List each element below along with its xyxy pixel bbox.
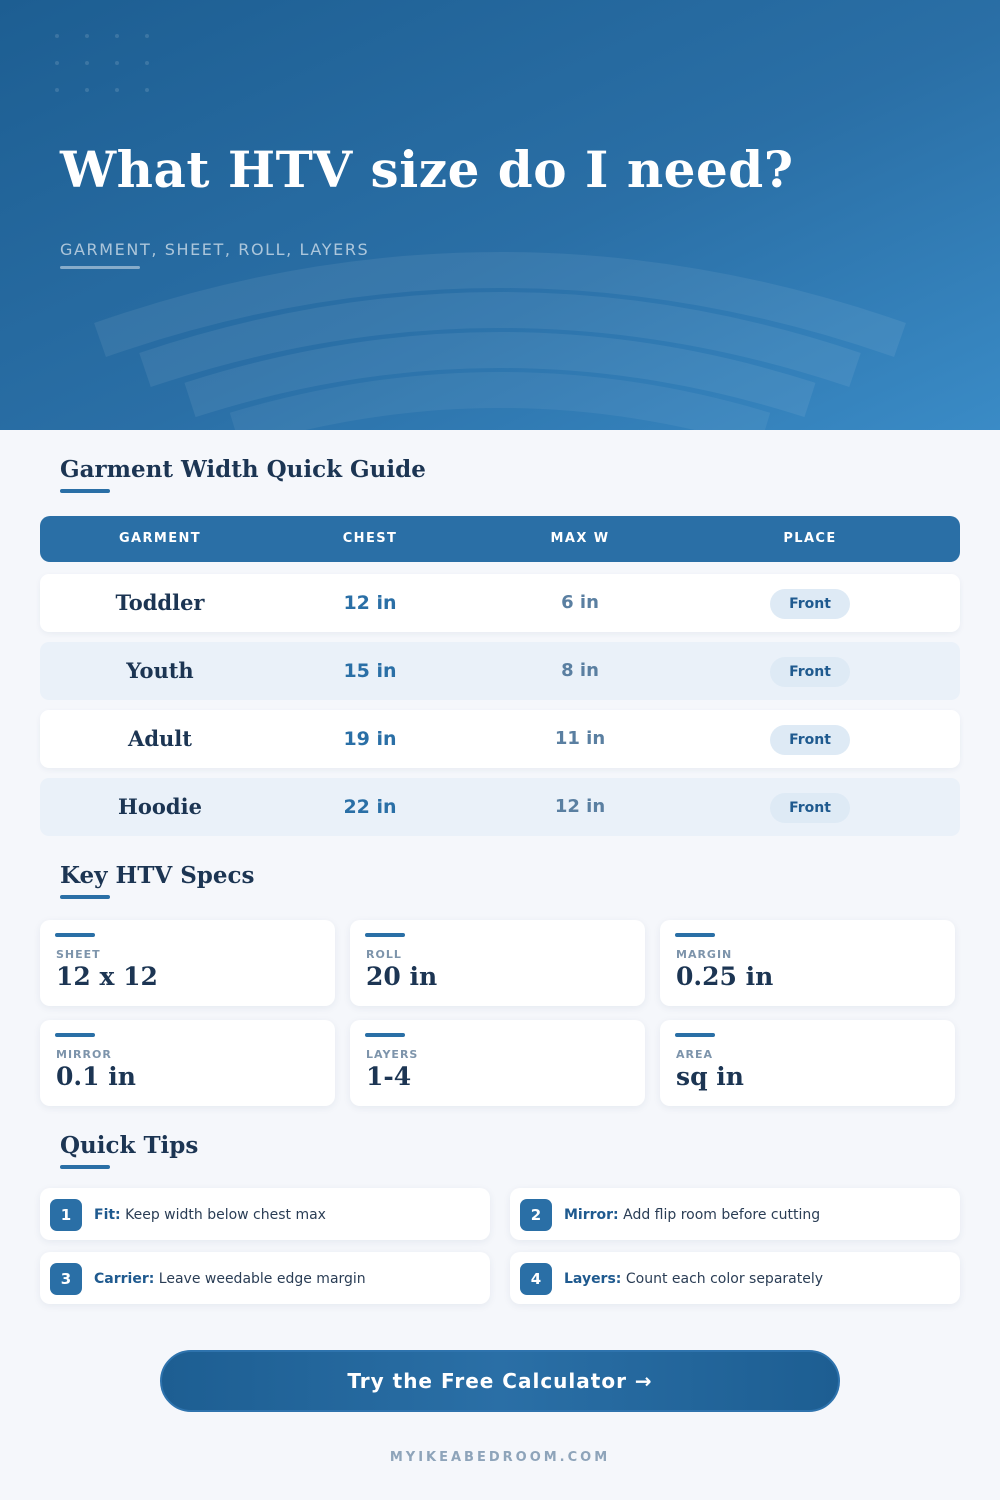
tip-card: [510, 1188, 960, 1240]
spec-value: 0.25 in: [676, 962, 774, 991]
table-row: [40, 574, 960, 632]
table-row: [40, 778, 960, 836]
table-row: [40, 710, 960, 768]
placement-badge: Front: [770, 589, 850, 619]
spec-value: 20 in: [366, 962, 438, 991]
chest-size: 15 in: [343, 660, 397, 682]
card-accent-bar: [55, 933, 95, 937]
chest-size: 22 in: [343, 796, 397, 818]
tip-text: [94, 1188, 326, 1242]
tip-text: [94, 1252, 366, 1306]
subtitle-underline: [60, 266, 140, 269]
spec-card-margin: [660, 920, 955, 1006]
tip-text: [564, 1252, 823, 1306]
tip-body: Add flip room before cutting: [623, 1207, 821, 1223]
tip-card: [40, 1252, 490, 1304]
spec-label: AREA: [676, 1048, 714, 1061]
column-header-garment: GARMENT: [118, 531, 202, 546]
tip-body: Count each color separately: [625, 1271, 824, 1287]
table-row: [40, 642, 960, 700]
table-header: [40, 516, 960, 562]
tip-number-badge: 3: [50, 1263, 82, 1295]
max-width: 12 in: [554, 796, 606, 817]
tip-body: Leave weedable edge margin: [158, 1271, 366, 1287]
tip-label: Layers:: [564, 1271, 622, 1287]
tip-card: [40, 1188, 490, 1240]
specs-title: Key HTV Specs: [60, 862, 255, 889]
placement-badge: Front: [770, 725, 850, 755]
column-header-chest: CHEST: [342, 531, 398, 546]
spec-card-sheet: [40, 920, 335, 1006]
card-accent-bar: [365, 1033, 405, 1037]
section-underline: [60, 489, 110, 493]
spec-label: LAYERS: [366, 1048, 419, 1061]
spec-label: ROLL: [366, 948, 402, 961]
tip-body: Keep width below chest max: [125, 1207, 326, 1223]
spec-card-area: [660, 1020, 955, 1106]
free-calculator-button[interactable]: Try the Free Calculator →: [160, 1350, 840, 1412]
section-underline: [60, 895, 110, 899]
placement-badge: Front: [770, 657, 850, 687]
tip-label: Carrier:: [94, 1271, 155, 1287]
card-accent-bar: [675, 1033, 715, 1037]
tip-text: [564, 1188, 820, 1242]
decorative-arcs: [0, 0, 1000, 430]
tip-number-badge: 2: [520, 1199, 552, 1231]
spec-card-mirror: [40, 1020, 335, 1106]
column-header-place: PLACE: [783, 531, 837, 546]
garment-guide-title: Garment Width Quick Guide: [60, 456, 426, 483]
spec-card-layers: [350, 1020, 645, 1106]
spec-label: MIRROR: [56, 1048, 112, 1061]
card-accent-bar: [365, 933, 405, 937]
max-width: 8 in: [561, 660, 599, 681]
tip-label: Fit:: [94, 1207, 121, 1223]
spec-value: sq in: [676, 1062, 744, 1091]
tip-number-badge: 4: [520, 1263, 552, 1295]
tips-title: Quick Tips: [60, 1132, 199, 1159]
spec-label: MARGIN: [676, 948, 733, 961]
spec-value: 1-4: [366, 1062, 412, 1091]
garment-name: Hoodie: [118, 794, 202, 819]
card-accent-bar: [675, 933, 715, 937]
spec-label: SHEET: [56, 948, 101, 961]
max-width: 11 in: [554, 728, 606, 749]
placement-badge: Front: [770, 793, 850, 823]
tip-number-badge: 1: [50, 1199, 82, 1231]
spec-value: 12 x 12: [56, 962, 158, 991]
page-title: What HTV size do I need?: [60, 140, 794, 199]
chest-size: 19 in: [343, 728, 397, 750]
max-width: 6 in: [561, 592, 599, 613]
footer-site-name: MYIKEABEDROOM.COM: [389, 1450, 611, 1465]
garment-name: Adult: [128, 726, 192, 751]
garment-name: Youth: [126, 658, 194, 683]
page-subtitle: GARMENT, SHEET, ROLL, LAYERS: [60, 240, 370, 259]
tip-card: [510, 1252, 960, 1304]
spec-card-roll: [350, 920, 645, 1006]
chest-size: 12 in: [343, 592, 397, 614]
card-accent-bar: [55, 1033, 95, 1037]
tip-label: Mirror:: [564, 1207, 619, 1223]
hero-banner: [0, 0, 1000, 430]
column-header-max-w: MAX W: [550, 531, 610, 546]
section-underline: [60, 1165, 110, 1169]
spec-value: 0.1 in: [56, 1062, 136, 1091]
garment-name: Toddler: [115, 590, 205, 615]
